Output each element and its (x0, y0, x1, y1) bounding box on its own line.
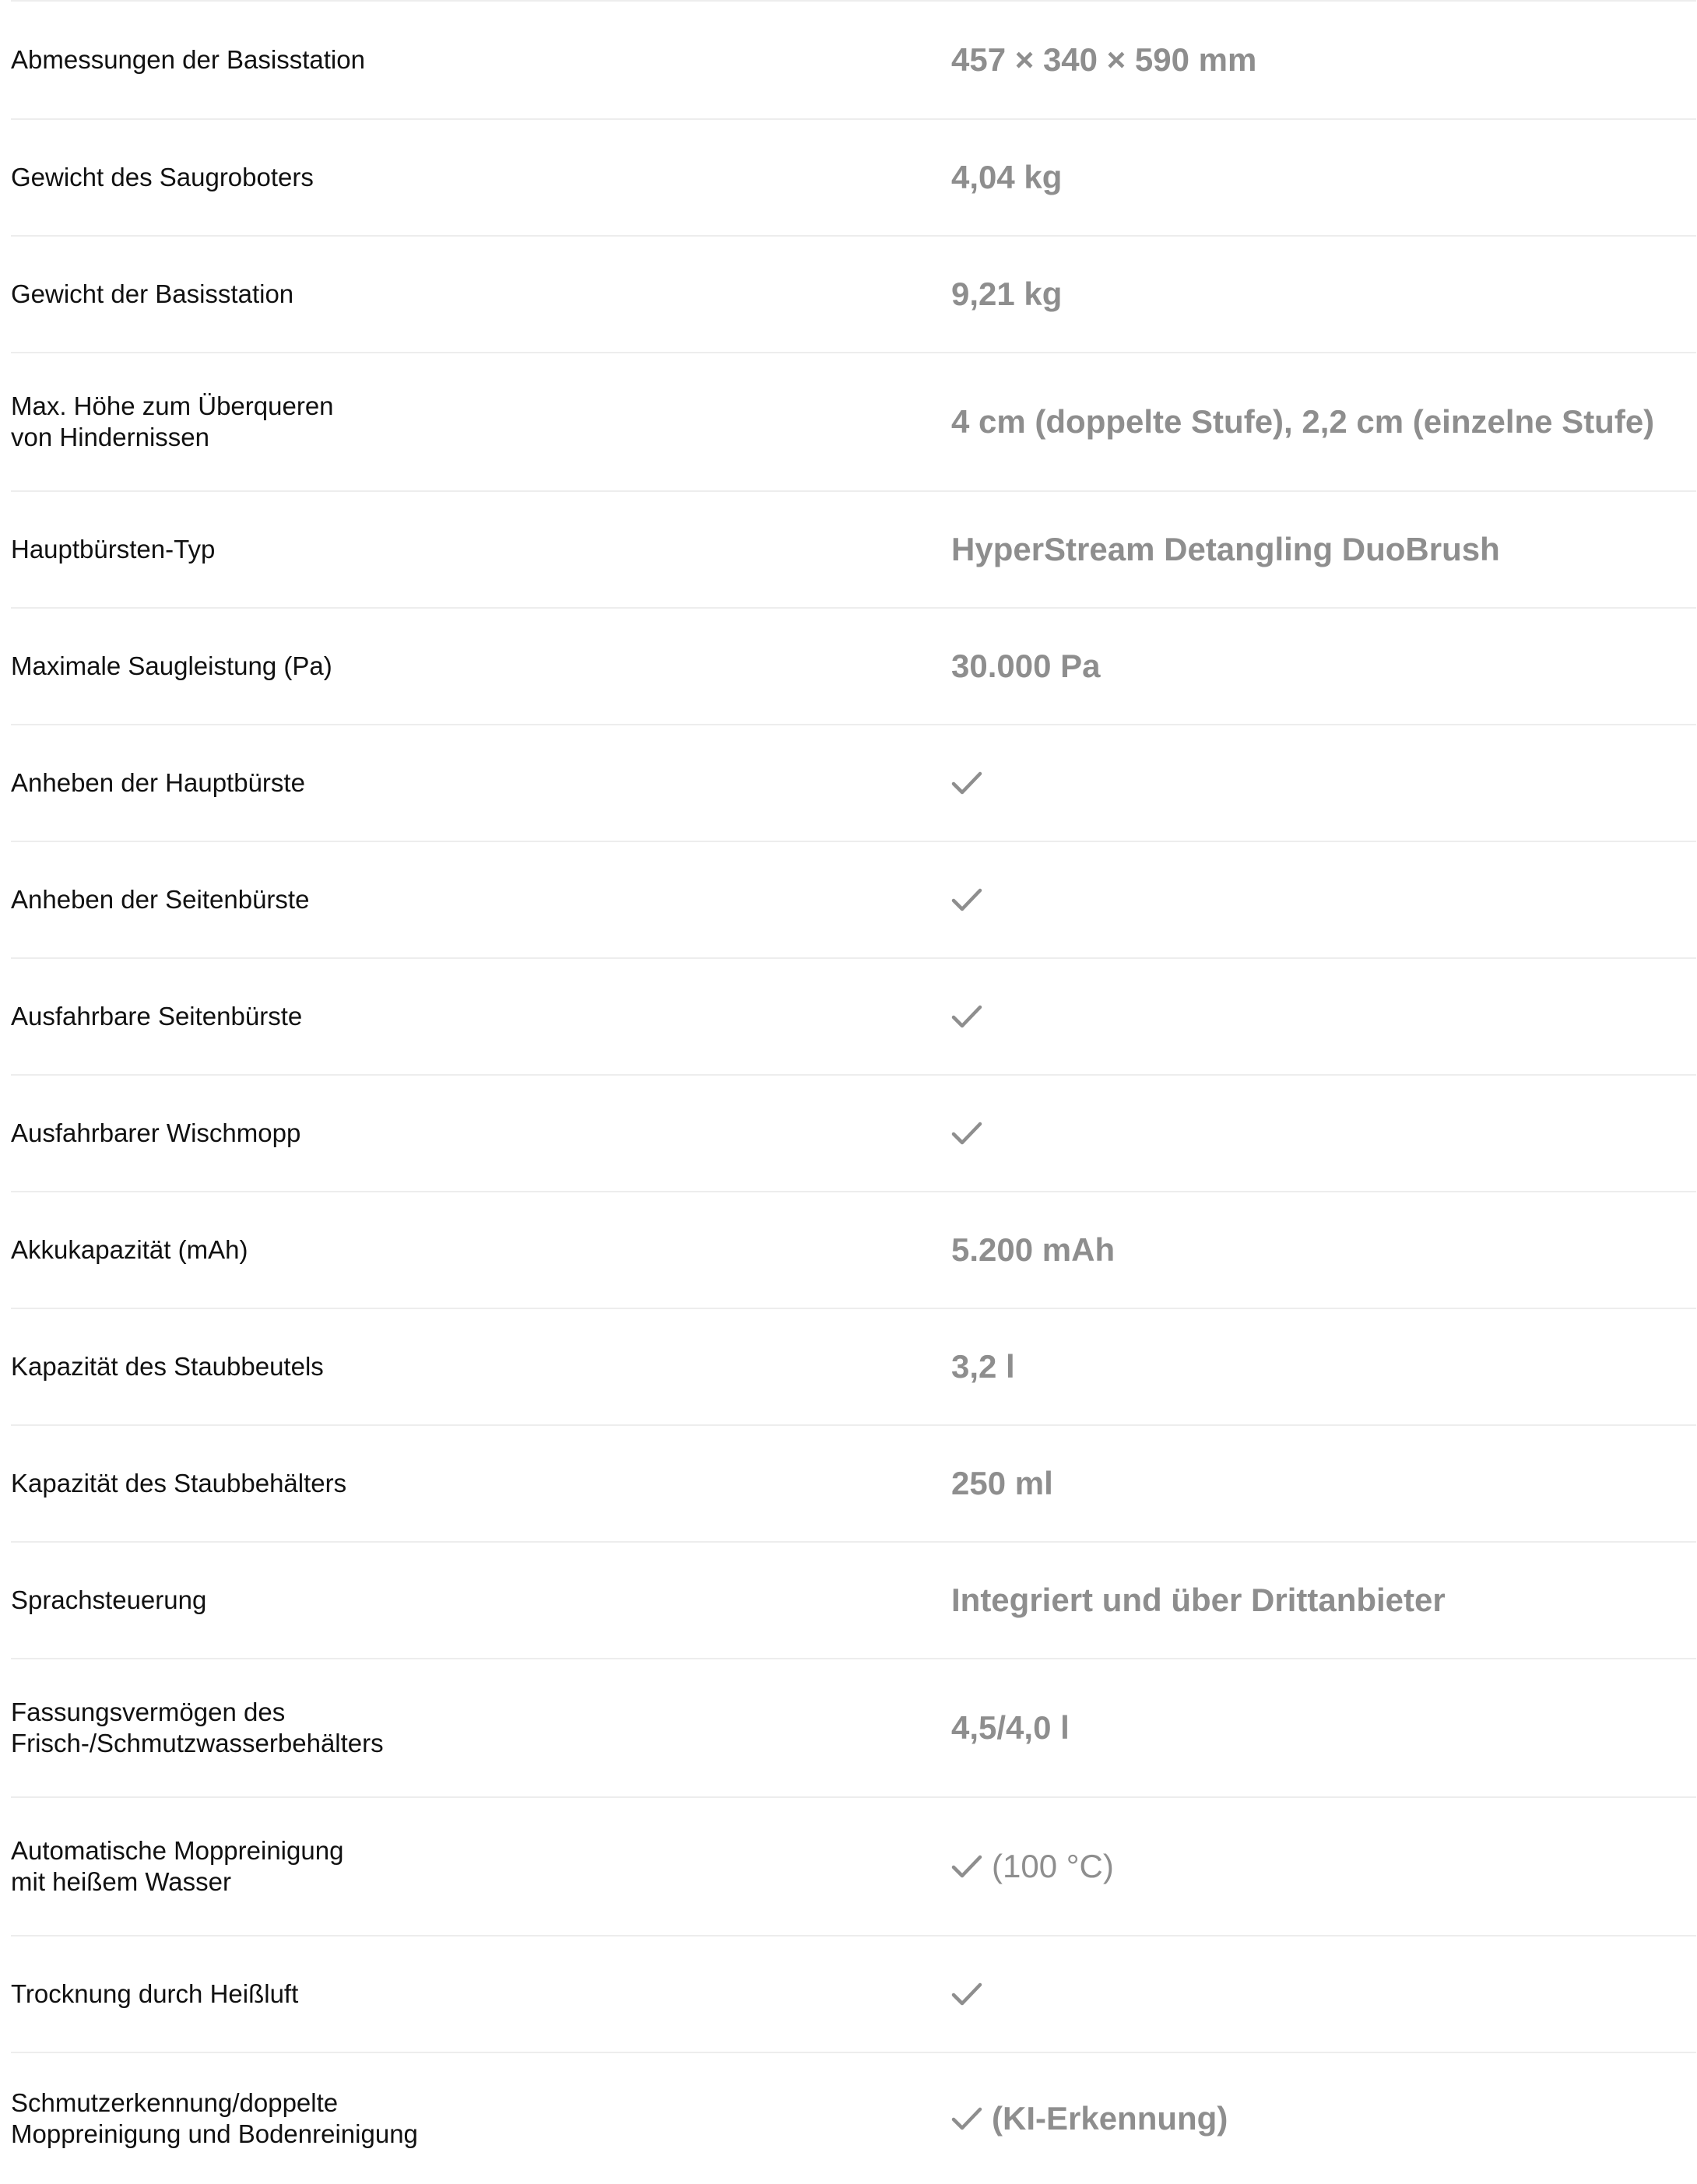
check-icon (951, 1854, 982, 1879)
spec-row (11, 1308, 1696, 1424)
spec-row (11, 724, 1696, 841)
spec-value: 4,04 kg (951, 159, 1063, 195)
spec-value: 5.200 mAh (951, 1231, 1116, 1268)
spec-row (11, 2052, 1696, 2184)
spec-label: Anheben der Seitenbürste (11, 885, 310, 914)
spec-label: Anheben der Hauptbürste (11, 768, 305, 797)
spec-label: Ausfahrbarer Wischmopp (11, 1118, 301, 1147)
spec-value: 9,21 kg (951, 276, 1063, 312)
spec-label: Max. Höhe zum Überqueren von Hindernissen (11, 392, 334, 451)
spec-value: 30.000 Pa (951, 648, 1101, 684)
spec-label: Gewicht des Saugroboters (11, 163, 314, 191)
check-icon (951, 1004, 982, 1029)
spec-row (11, 1191, 1696, 1308)
spec-row (11, 490, 1696, 607)
spec-value-note: (100 °C) (992, 1848, 1114, 1884)
check-icon (951, 1982, 982, 2007)
spec-value (951, 1076, 1696, 1191)
spec-row (11, 841, 1696, 957)
spec-label: Sprachsteuerung (11, 1585, 207, 1614)
spec-row (11, 1424, 1696, 1541)
spec-label: Akkukapazität (mAh) (11, 1235, 248, 1264)
spec-row (11, 957, 1696, 1074)
spec-value: 457 × 340 × 590 mm (951, 41, 1257, 78)
spec-value-note: (KI-Erkennung) (992, 2100, 1228, 2137)
spec-label: Ausfahrbare Seitenbürste (11, 1002, 303, 1031)
spec-label: Abmessungen der Basisstation (11, 45, 365, 74)
spec-value (951, 1936, 1696, 2052)
check-icon (951, 887, 982, 912)
spec-row (11, 1541, 1696, 1658)
spec-value: 4,5/4,0 l (951, 1709, 1070, 1746)
spec-row (11, 235, 1696, 352)
spec-value: 4 cm (doppelte Stufe), 2,2 cm (einzelne Stufe) (951, 403, 1655, 440)
spec-row (11, 352, 1696, 490)
spec-value: 3,2 l (951, 1348, 1015, 1385)
spec-label: Gewicht der Basisstation (11, 279, 294, 308)
spec-value (951, 725, 1696, 841)
spec-value: Integriert und über Drittanbieter (951, 1582, 1446, 1618)
spec-row (11, 1658, 1696, 1796)
spec-row (11, 1074, 1696, 1191)
check-icon (951, 771, 982, 795)
spec-value (951, 2053, 1696, 2184)
spec-value: 250 ml (951, 1465, 1053, 1501)
spec-label: Schmutzerkennung/doppelte Moppreinigung und Bodenreinigung (11, 2088, 418, 2148)
spec-value (951, 959, 1696, 1074)
spec-row (11, 1796, 1696, 1935)
check-icon (951, 2106, 982, 2131)
spec-label: Kapazität des Staubbeutels (11, 1352, 324, 1381)
spec-row (11, 118, 1696, 235)
spec-value (951, 1798, 1696, 1935)
spec-label: Automatische Moppreinigung mit heißem Wasser (11, 1836, 344, 1896)
spec-row (11, 607, 1696, 724)
spec-label: Maximale Saugleistung (Pa) (11, 651, 332, 680)
spec-value: HyperStream Detangling DuoBrush (951, 531, 1500, 567)
check-icon (951, 1121, 982, 1146)
spec-row (11, 0, 1696, 118)
spec-label: Trocknung durch Heißluft (11, 1979, 299, 2008)
spec-row (11, 1935, 1696, 2052)
spec-label: Hauptbürsten-Typ (11, 535, 216, 564)
spec-label: Fassungsvermögen des Frisch-/Schmutzwasserbehälters (11, 1698, 384, 1757)
spec-label: Kapazität des Staubbehälters (11, 1469, 347, 1498)
spec-value (951, 842, 1696, 957)
